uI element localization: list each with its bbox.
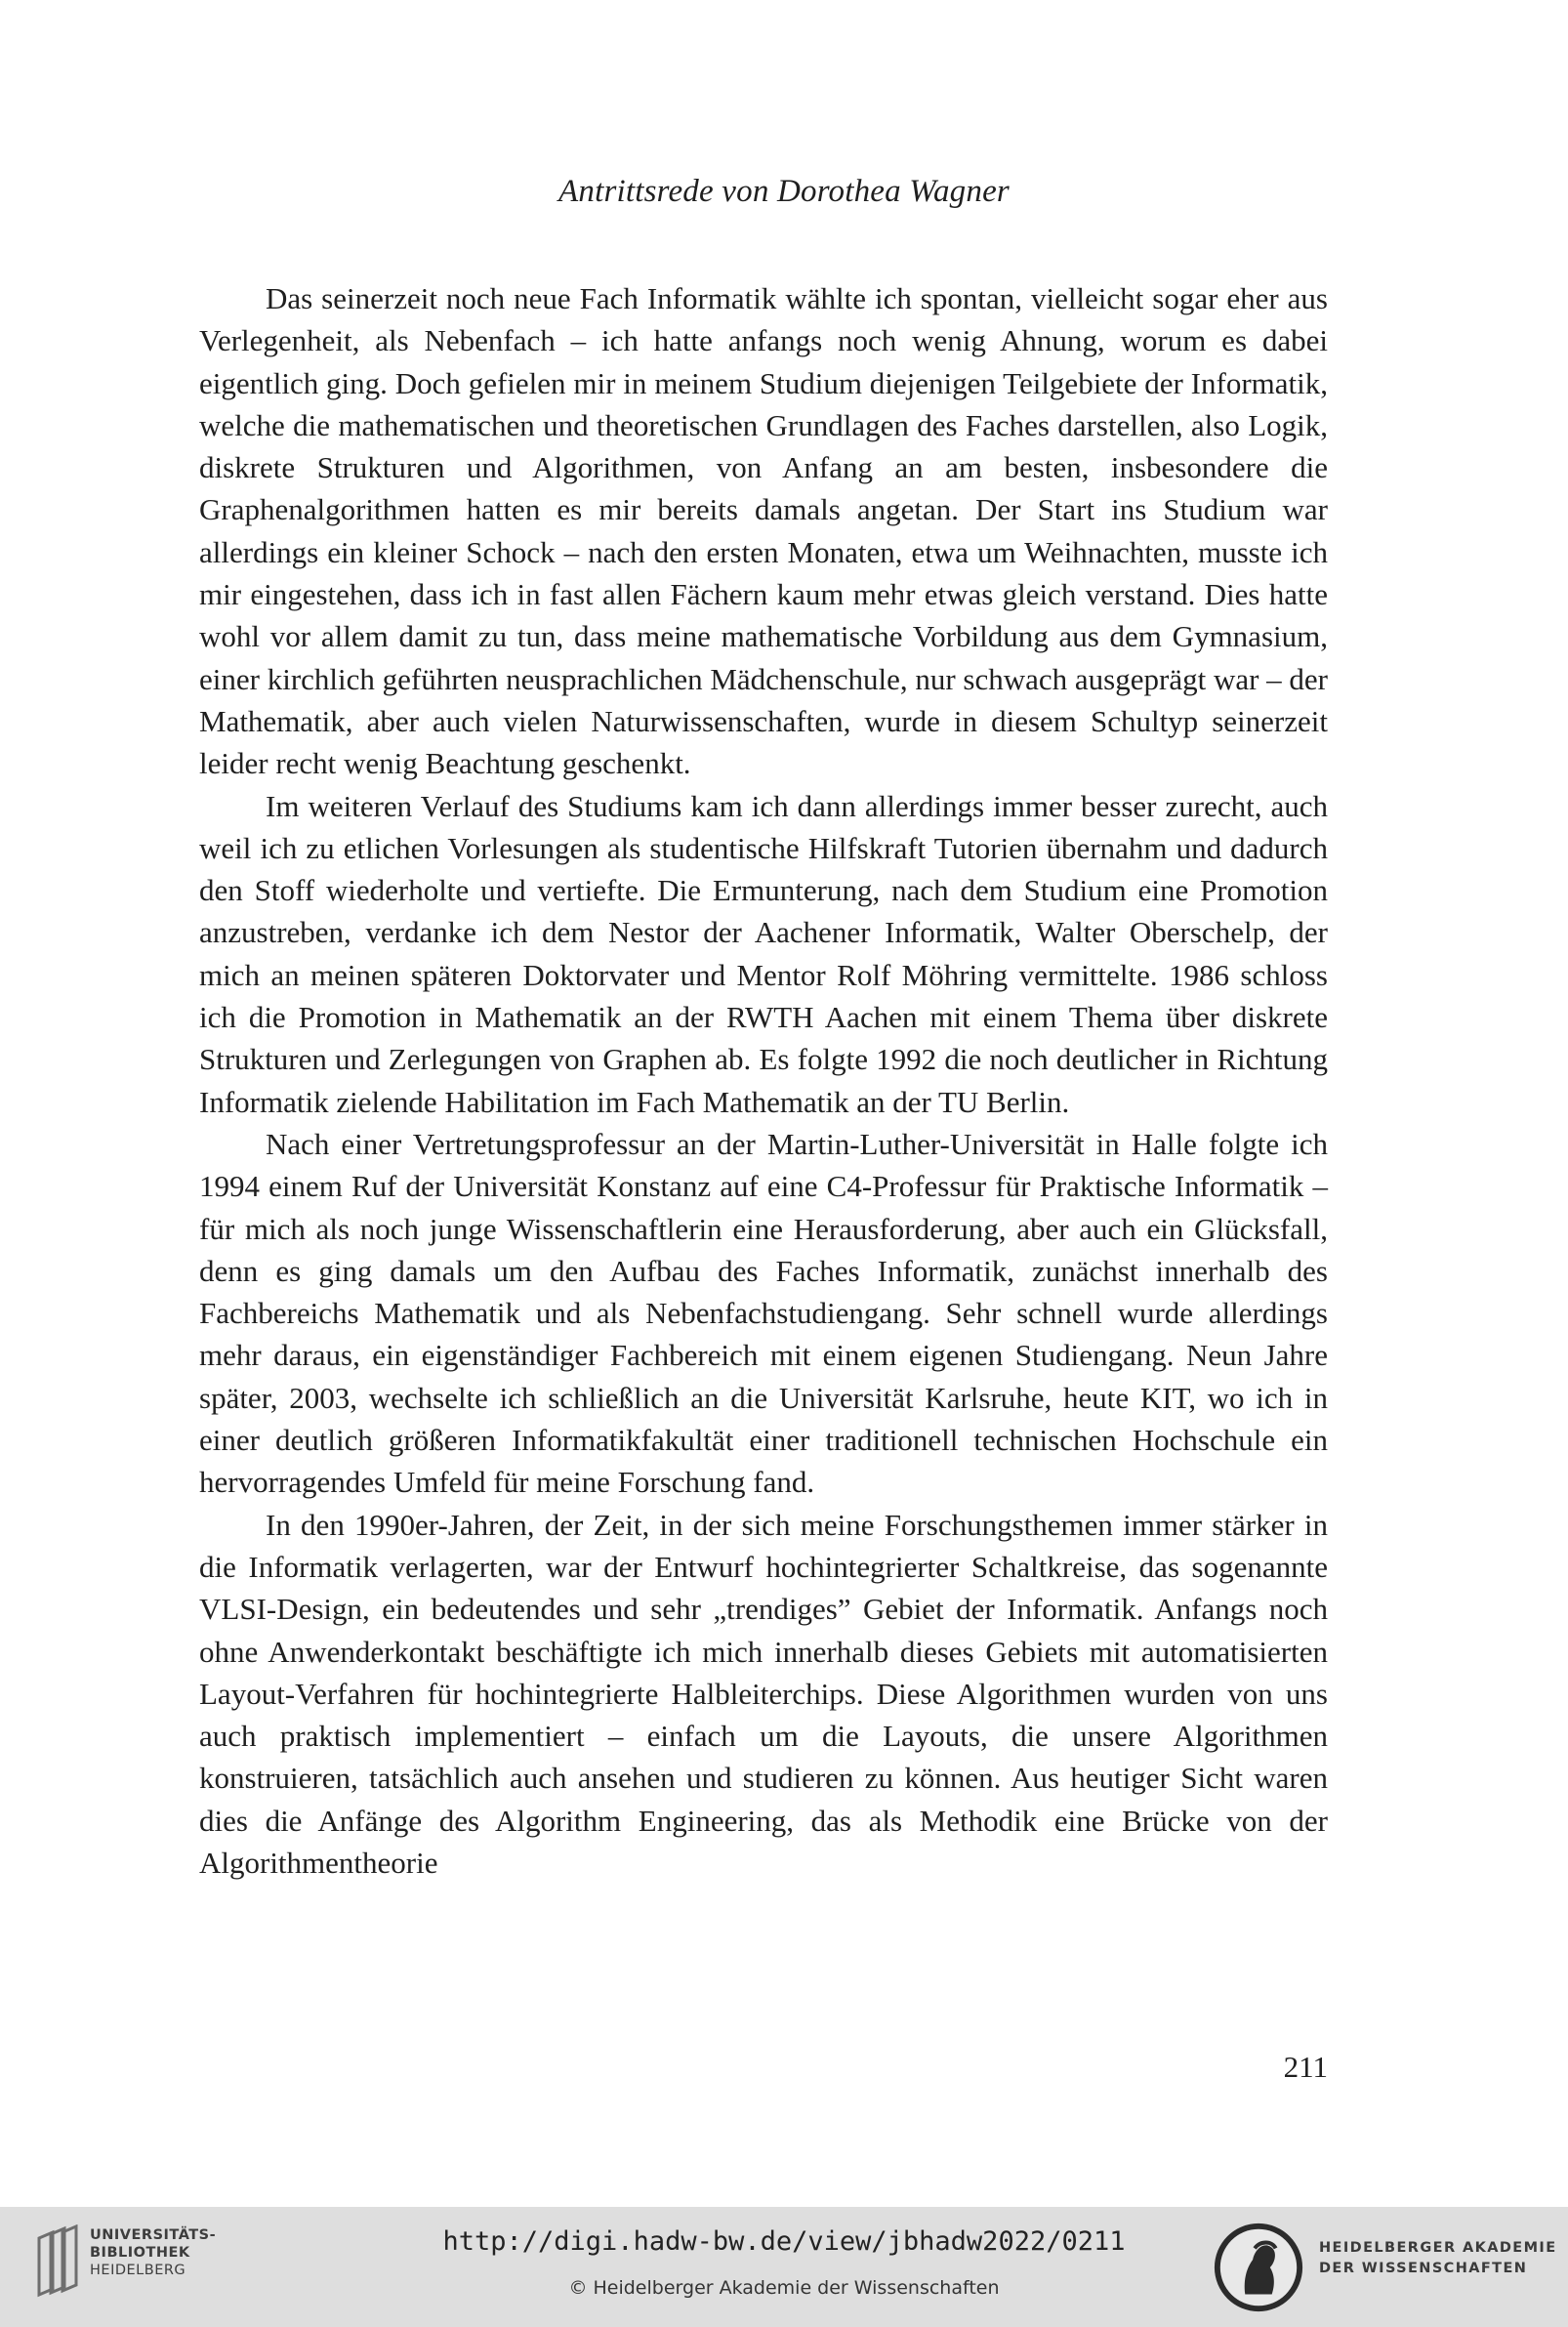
paragraph-2: Im weiteren Verlauf des Studiums kam ich dann allerdings immer besser zurecht, auch weil ich zu etlichen Vorlesungen als studentische Hilfskraft Tutorien übernahm und dadurch den Stoff wiederholte und vertiefte. Die Ermunterung, nach dem Studium eine Promotion anzustreben, verdanke ich dem Nestor der Aachener Informatik, Walter Oberschelp, der mich an meinen späteren Doktorvater und Mentor Rolf Möhring vermittelte. 1986 schloss ich die Promotion in Mathematik an der RWTH Aachen mit einem Thema über diskrete Strukturen und Zerlegungen von Graphen ab. Es folgte 1992 die noch deutlicher in Richtung Informatik zielende Habilitation im Fach Mathematik an der TU Berlin. xyxy=(199,788,1328,1119)
academy-name xyxy=(1319,2238,1557,2279)
digitization-footer xyxy=(0,2207,1568,2327)
paragraph-1: Das seinerzeit noch neue Fach Informatik wählte ich spontan, vielleicht sogar eher aus Verlegenheit, als Nebenfach – ich hatte anfangs noch wenig Ahnung, worum es dabei eigentlich ging. Doch gefielen mir in meinem Studium diejenigen Teilgebiete der Informatik, welche die mathematischen und theoretischen Grundlagen des Faches darstellen, also Logik, diskrete Strukturen und Algorithmen, von Anfang an am besten, insbesondere die Graphenalgorithmen hatten es mir bereits damals angetan. Der Start ins Studium war allerdings ein kleiner Schock – nach den ersten Monaten, etwa um Weihnachten, musste ich mir eingestehen, dass ich in fast allen Fächern kaum mehr etwas gleich verstand. Dies hatte wohl vor allem damit zu tun, dass meine mathematische Vorbildung aus dem Gymnasium, einer kirchlich geführten neusprachlichen Mädchenschule, nur schwach ausgeprägt war – der Mathematik, aber auch vielen Naturwissenschaften, wurde in diesem Schultyp seinerzeit leider recht wenig Beachtung geschenkt. xyxy=(199,281,1328,781)
library-name-line1: UNIVERSITÄTS- xyxy=(90,2227,217,2243)
permalink-url[interactable]: http://digi.hadw-bw.de/view/jbhadw2022/0211 xyxy=(442,2226,1126,2257)
library-name-line3: HEIDELBERG xyxy=(90,2263,186,2278)
page-number: 211 xyxy=(1283,2050,1328,2084)
paragraph-3: Nach einer Vertretungsprofessur an der Martin-Luther-Universität in Halle folgte ich 1994 einem Ruf der Universität Konstanz auf eine C4-Professur für Praktische Informatik – für mich als noch junge Wissenschaftlerin eine Herausforderung, aber auch ein Glücksfall, denn es ging damals um den Aufbau des Faches Informatik, zunächst innerhalb des Fachbereichs Mathematik und als Nebenfachstudiengang. Sehr schnell wurde allerdings mehr daraus, ein eigenständiger Fachbereich mit einem eigenen Studiengang. Neun Jahre später, 2003, wechselte ich schließlich an die Universität Karlsruhe, heute KIT, wo ich in einer deutlich größeren Informatikfakultät einer traditionell technischen Hochschule ein hervorragendes Umfeld für meine Forschung fand. xyxy=(199,1126,1328,1500)
library-name-line2: BIBLIOTHEK xyxy=(90,2245,190,2261)
body-text xyxy=(199,277,1328,1884)
running-head: Antrittsrede von Dorothea Wagner xyxy=(558,174,1010,209)
copyright-notice: © Heidelberger Akademie der Wissenschaften xyxy=(568,2277,1000,2299)
academy-seal-icon xyxy=(1211,2220,1306,2315)
paragraph-4: In den 1990er-Jahren, der Zeit, in der sich meine Forschungsthemen immer stärker in die Informatik verlagerten, war der Entwurf hochintegrierter Schaltkreise, das sogenannte VLSI-Design, ein bedeutendes und sehr „trendiges” Gebiet der Informatik. Anfangs noch ohne Anwenderkontakt beschäftigte ich mich innerhalb dieses Gebiets mit automatisierten Layout-Verfahren für hochintegrierte Halbleiterchips. Diese Algorithmen wurden von uns auch praktisch implementiert – einfach um die Layouts, die unsere Algorithmen konstruieren, tatsächlich auch ansehen und studieren zu können. Aus heutiger Sicht waren dies die Anfänge des Algorithm Engineering, das als Methodik eine Brücke von der Algorithmentheorie xyxy=(199,1507,1328,1880)
academy-name-line1: HEIDELBERGER AKADEMIE xyxy=(1319,2240,1557,2256)
academy-name-line2: DER WISSENSCHAFTEN xyxy=(1319,2261,1528,2276)
